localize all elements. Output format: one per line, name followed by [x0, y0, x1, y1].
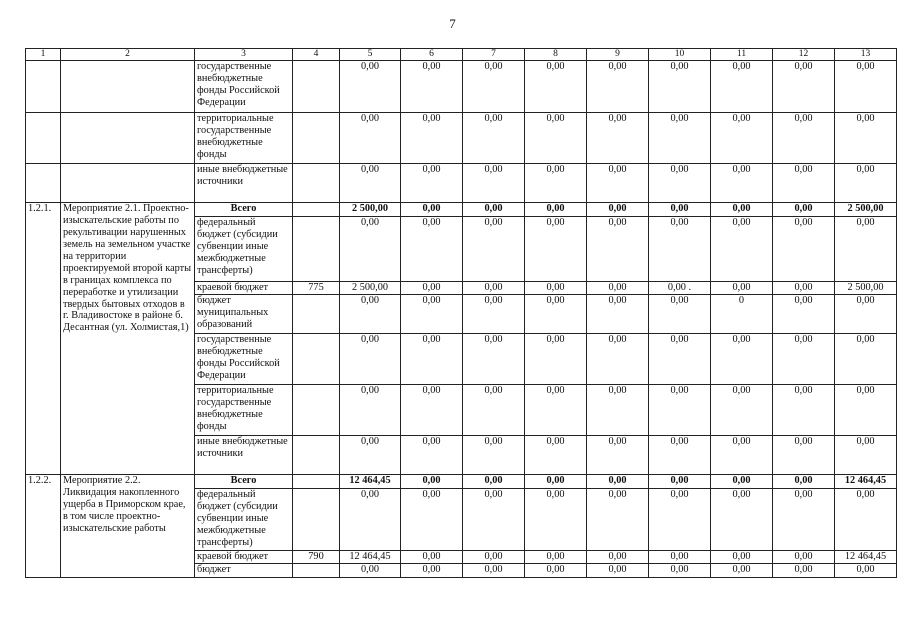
budget-code: [293, 61, 340, 113]
amount-cell: 0,00: [463, 164, 525, 203]
amount-cell: 0,00: [401, 384, 463, 435]
budget-table: [25, 48, 897, 578]
amount-cell: 0,00: [649, 217, 711, 282]
amount-cell: 0,00: [649, 550, 711, 563]
funding-source: бюджет муниципальных образований: [195, 294, 293, 333]
column-header: 3: [195, 49, 293, 61]
amount-cell: 0,00: [463, 217, 525, 282]
amount-cell: 0,00: [463, 435, 525, 474]
column-header: 12: [773, 49, 835, 61]
header-row: [26, 49, 897, 61]
amount-cell: 0,00: [525, 550, 587, 563]
amount-cell: 0,00: [525, 164, 587, 203]
amount-cell: 0,00: [401, 203, 463, 217]
amount-cell: 0,00: [401, 164, 463, 203]
amount-cell: 0,00: [340, 563, 401, 577]
item-number: [26, 113, 61, 164]
item-name: [61, 164, 195, 203]
amount-cell: 0,00: [649, 294, 711, 333]
amount-cell: 0,00: [587, 294, 649, 333]
amount-cell: 0,00: [773, 282, 835, 295]
amount-cell: 0,00: [711, 282, 773, 295]
amount-cell: 0,00: [401, 333, 463, 384]
item-name: [61, 61, 195, 113]
column-header: 2: [61, 49, 195, 61]
amount-cell: 0,00: [711, 113, 773, 164]
amount-cell: 0,00: [711, 488, 773, 550]
amount-cell: 0,00: [587, 474, 649, 488]
amount-cell: 0,00: [463, 113, 525, 164]
amount-cell: 0,00: [711, 550, 773, 563]
amount-cell: 0,00: [587, 488, 649, 550]
item-number: [26, 61, 61, 113]
amount-cell: 0,00: [649, 61, 711, 113]
amount-cell: 0,00: [711, 203, 773, 217]
table-body: [26, 49, 897, 578]
budget-code: [293, 217, 340, 282]
amount-cell: 0,00: [525, 435, 587, 474]
column-header: 5: [340, 49, 401, 61]
amount-cell: 0,00: [401, 61, 463, 113]
amount-cell: 0,00: [773, 164, 835, 203]
amount-cell: 0,00: [587, 550, 649, 563]
budget-code: [293, 333, 340, 384]
funding-source: государственные внебюджетные фонды Российской Федерации: [195, 333, 293, 384]
amount-cell: 0,00: [463, 203, 525, 217]
amount-cell: 0,00: [835, 164, 897, 203]
amount-cell: 0,00: [463, 333, 525, 384]
amount-cell: 0,00: [711, 384, 773, 435]
funding-source: краевой бюджет: [195, 550, 293, 563]
amount-cell: 0,00: [835, 384, 897, 435]
amount-cell: 0,00: [587, 333, 649, 384]
funding-source: государственные внебюджетные фонды Российской Федерации: [195, 61, 293, 113]
amount-cell: 0,00: [463, 550, 525, 563]
amount-cell: 0,00: [401, 282, 463, 295]
amount-cell: 0: [711, 294, 773, 333]
column-header: 9: [587, 49, 649, 61]
amount-cell: 0,00: [649, 164, 711, 203]
amount-cell: 0,00: [773, 333, 835, 384]
column-header: 13: [835, 49, 897, 61]
amount-cell: 0,00: [525, 61, 587, 113]
amount-cell: 0,00: [587, 384, 649, 435]
amount-cell: 0,00: [773, 563, 835, 577]
amount-cell: 0,00: [711, 164, 773, 203]
amount-cell: 0,00: [773, 474, 835, 488]
amount-cell: 0,00: [835, 435, 897, 474]
amount-cell: 0,00: [401, 435, 463, 474]
item-name: [61, 113, 195, 164]
item-name: Мероприятие 2.1. Проектно-изыскательские работы по рекультивации нарушенных земель на земельном участке на территории проектируемой второй карты в границах комплекса по переработке и утилизации твердых бытовых отходов в г. Владивостоке в районе б. Десантная (ул. Холмистая,1): [61, 203, 195, 475]
amount-cell: 0,00: [525, 563, 587, 577]
amount-cell: 0,00: [649, 563, 711, 577]
item-name: Мероприятие 2.2. Ликвидация накопленного ущерба в Приморском крае, в том числе проектно-изыскательские работы: [61, 474, 195, 577]
amount-cell: 0,00: [401, 294, 463, 333]
funding-source: краевой бюджет: [195, 282, 293, 295]
table-row: [26, 113, 897, 164]
amount-cell: 0,00: [649, 435, 711, 474]
table-row: [26, 474, 897, 488]
amount-cell: 0,00: [711, 474, 773, 488]
amount-cell: 0,00: [525, 282, 587, 295]
amount-cell: 0,00 .: [649, 282, 711, 295]
amount-cell: 0,00: [835, 61, 897, 113]
amount-cell: 0,00: [463, 294, 525, 333]
amount-cell: 0,00: [649, 384, 711, 435]
amount-cell: 0,00: [835, 563, 897, 577]
column-header: 1: [26, 49, 61, 61]
amount-cell: 2 500,00: [340, 203, 401, 217]
table-row: [26, 203, 897, 217]
amount-cell: 0,00: [340, 294, 401, 333]
amount-cell: 0,00: [401, 474, 463, 488]
amount-cell: 0,00: [340, 164, 401, 203]
amount-cell: 0,00: [835, 488, 897, 550]
budget-code: [293, 164, 340, 203]
amount-cell: 12 464,45: [340, 550, 401, 563]
amount-cell: 0,00: [711, 333, 773, 384]
amount-cell: 0,00: [587, 435, 649, 474]
funding-source: Всего: [195, 474, 293, 488]
item-number: 1.2.1.: [26, 203, 61, 475]
amount-cell: 0,00: [773, 550, 835, 563]
amount-cell: 0,00: [463, 384, 525, 435]
amount-cell: 0,00: [773, 435, 835, 474]
amount-cell: 0,00: [773, 294, 835, 333]
table-row: [26, 61, 897, 113]
amount-cell: 0,00: [463, 488, 525, 550]
funding-source: территориальные государственные внебюджетные фонды: [195, 113, 293, 164]
amount-cell: 0,00: [835, 113, 897, 164]
column-header: 11: [711, 49, 773, 61]
amount-cell: 0,00: [340, 113, 401, 164]
amount-cell: 0,00: [649, 474, 711, 488]
item-number: 1.2.2.: [26, 474, 61, 577]
amount-cell: 0,00: [587, 113, 649, 164]
amount-cell: 0,00: [587, 164, 649, 203]
amount-cell: 0,00: [525, 488, 587, 550]
budget-code: 775: [293, 282, 340, 295]
amount-cell: 0,00: [649, 203, 711, 217]
amount-cell: 0,00: [340, 217, 401, 282]
amount-cell: 0,00: [525, 217, 587, 282]
amount-cell: 0,00: [587, 61, 649, 113]
amount-cell: 0,00: [401, 563, 463, 577]
amount-cell: 0,00: [649, 113, 711, 164]
funding-source: иные внебюджетные источники: [195, 435, 293, 474]
amount-cell: 0,00: [525, 333, 587, 384]
budget-code: [293, 384, 340, 435]
amount-cell: 0,00: [525, 294, 587, 333]
column-header: 7: [463, 49, 525, 61]
amount-cell: 0,00: [463, 474, 525, 488]
funding-source: иные внебюджетные источники: [195, 164, 293, 203]
budget-code: 790: [293, 550, 340, 563]
amount-cell: 12 464,45: [340, 474, 401, 488]
amount-cell: 0,00: [463, 563, 525, 577]
funding-source: федеральный бюджет (субсидии субвенции иные межбюджетные трансферты): [195, 217, 293, 282]
amount-cell: 0,00: [773, 203, 835, 217]
amount-cell: 0,00: [525, 474, 587, 488]
funding-source: Всего: [195, 203, 293, 217]
amount-cell: 0,00: [525, 113, 587, 164]
amount-cell: 0,00: [401, 113, 463, 164]
budget-code: [293, 113, 340, 164]
column-header: 6: [401, 49, 463, 61]
amount-cell: 0,00: [649, 488, 711, 550]
column-header: 4: [293, 49, 340, 61]
amount-cell: 0,00: [463, 282, 525, 295]
amount-cell: 0,00: [340, 384, 401, 435]
amount-cell: 0,00: [835, 294, 897, 333]
table-row: [26, 164, 897, 203]
amount-cell: 12 464,45: [835, 474, 897, 488]
funding-source: территориальные государственные внебюджетные фонды: [195, 384, 293, 435]
budget-code: [293, 563, 340, 577]
amount-cell: 0,00: [340, 61, 401, 113]
budget-code: [293, 294, 340, 333]
amount-cell: 0,00: [587, 282, 649, 295]
column-header: 10: [649, 49, 711, 61]
amount-cell: 0,00: [587, 563, 649, 577]
funding-source: бюджет: [195, 563, 293, 577]
amount-cell: 12 464,45: [835, 550, 897, 563]
budget-code: [293, 488, 340, 550]
amount-cell: 0,00: [340, 488, 401, 550]
amount-cell: 0,00: [340, 435, 401, 474]
amount-cell: 0,00: [587, 203, 649, 217]
item-number: [26, 164, 61, 203]
amount-cell: 0,00: [773, 113, 835, 164]
amount-cell: 0,00: [773, 384, 835, 435]
amount-cell: 0,00: [711, 61, 773, 113]
amount-cell: 2 500,00: [835, 203, 897, 217]
budget-code: [293, 474, 340, 488]
amount-cell: 0,00: [401, 488, 463, 550]
amount-cell: 0,00: [711, 435, 773, 474]
amount-cell: 2 500,00: [340, 282, 401, 295]
amount-cell: 0,00: [773, 488, 835, 550]
page-number: 7: [449, 16, 456, 31]
amount-cell: 0,00: [401, 550, 463, 563]
amount-cell: 0,00: [649, 333, 711, 384]
amount-cell: 0,00: [463, 61, 525, 113]
amount-cell: 0,00: [340, 333, 401, 384]
amount-cell: 0,00: [711, 217, 773, 282]
column-header: 8: [525, 49, 587, 61]
amount-cell: 0,00: [835, 333, 897, 384]
amount-cell: 0,00: [525, 203, 587, 217]
budget-code: [293, 435, 340, 474]
amount-cell: 0,00: [401, 217, 463, 282]
funding-source: федеральный бюджет (субсидии субвенции иные межбюджетные трансферты): [195, 488, 293, 550]
amount-cell: 0,00: [525, 384, 587, 435]
budget-code: [293, 203, 340, 217]
amount-cell: 0,00: [773, 61, 835, 113]
amount-cell: 2 500,00: [835, 282, 897, 295]
amount-cell: 0,00: [773, 217, 835, 282]
amount-cell: 0,00: [711, 563, 773, 577]
amount-cell: 0,00: [587, 217, 649, 282]
amount-cell: 0,00: [835, 217, 897, 282]
